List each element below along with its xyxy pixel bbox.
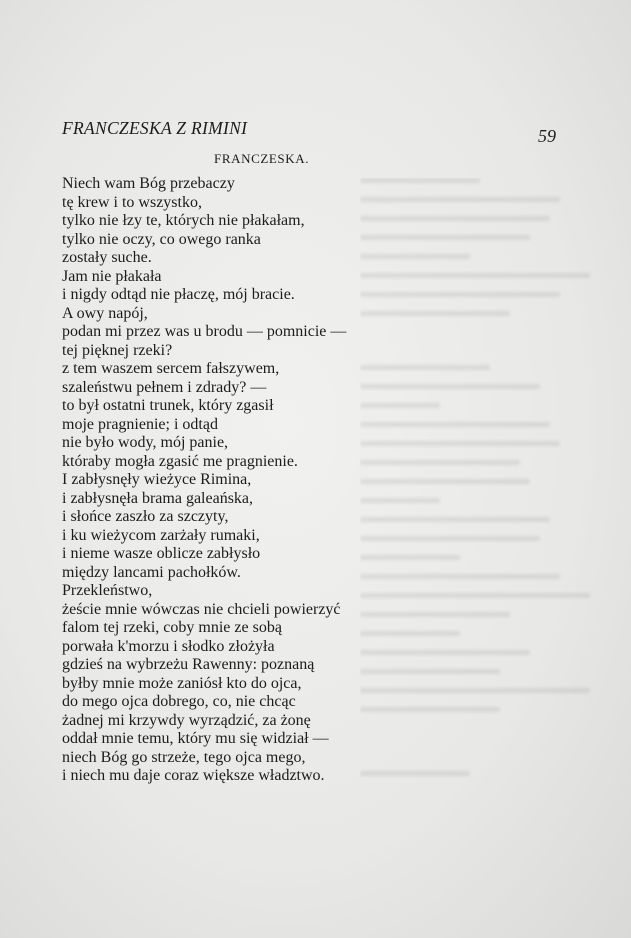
- poem-line: tę krew i to wszystko,: [62, 193, 202, 211]
- poem-line: i nieme wasze oblicze zabłysło: [62, 545, 261, 562]
- poem-line: żadnej mi krzywdy wyrządzić, za żonę: [62, 711, 311, 729]
- running-title: FRANCZESKA Z RIMINI: [62, 118, 248, 138]
- poem-line: falom tej rzeki, coby mnie ze sobą: [62, 619, 282, 636]
- poem-line: byłby mnie może zaniósł kto do ojca,: [62, 674, 302, 692]
- poem-line: i ku wieżycom zarżały rumaki,: [62, 526, 260, 544]
- poem-line: porwała k'morzu i słodko złożyła: [62, 637, 275, 655]
- poem-line: gdzieś na wybrzeżu Rawenny: poznaną: [62, 656, 315, 673]
- poem-line: z tem waszem sercem fałszywem,: [62, 360, 280, 377]
- poem-line: A owy napój,: [62, 304, 148, 322]
- poem-line: któraby mogła zgasić me pragnienie.: [62, 452, 298, 470]
- poem-text: [62, 175, 346, 786]
- poem-line: nie było wody, mój panie,: [62, 434, 229, 451]
- poem-line: niech Bóg go strzeże, tego ojca mego,: [62, 748, 306, 766]
- poem-line: szaleństwu pełnem i zdrady? —: [62, 378, 267, 396]
- poem-line: i niech mu daje coraz większe władztwo.: [62, 767, 325, 784]
- poem-line: i nigdy odtąd nie płaczę, mój bracie.: [62, 286, 295, 303]
- poem-line: I zabłysnęły wieżyce Rimina,: [62, 471, 252, 488]
- poem-line: moje pragnienie; i odtąd: [62, 415, 218, 433]
- poem-line: Przekleństwo,: [62, 582, 153, 599]
- poem-line: podan mi przez was u brodu — pomnicie —: [62, 323, 347, 340]
- poem-line: między lancami pachołków.: [62, 563, 241, 581]
- poem-line: Niech wam Bóg przebaczy: [62, 175, 235, 192]
- poem-line: i zabłysnęła brama galeańska,: [62, 489, 254, 507]
- poem-line: i słońce zaszło za szczyty,: [62, 508, 229, 525]
- poem-line: do mego ojca dobrego, co, nie chcąc: [62, 693, 296, 710]
- poem-line: Jam nie płakała: [62, 267, 162, 285]
- poem-line: oddał mnie temu, który mu się widział —: [62, 730, 329, 747]
- poem-line: tylko nie łzy te, których nie płakałam,: [62, 212, 305, 229]
- poem-line: zostały suche.: [62, 249, 152, 266]
- poem-line: żeście mnie wówczas nie chcieli powierzyć: [62, 600, 341, 618]
- poem-line: to był ostatni trunek, który zgasił: [62, 397, 274, 414]
- poem-line: tylko nie oczy, co owego ranka: [62, 230, 261, 248]
- section-title: FRANCZESKA.: [214, 151, 310, 166]
- poem-line: tej pięknej rzeki?: [62, 341, 173, 359]
- bleed-through-text: [360, 178, 630, 778]
- page-number: 59: [538, 126, 556, 146]
